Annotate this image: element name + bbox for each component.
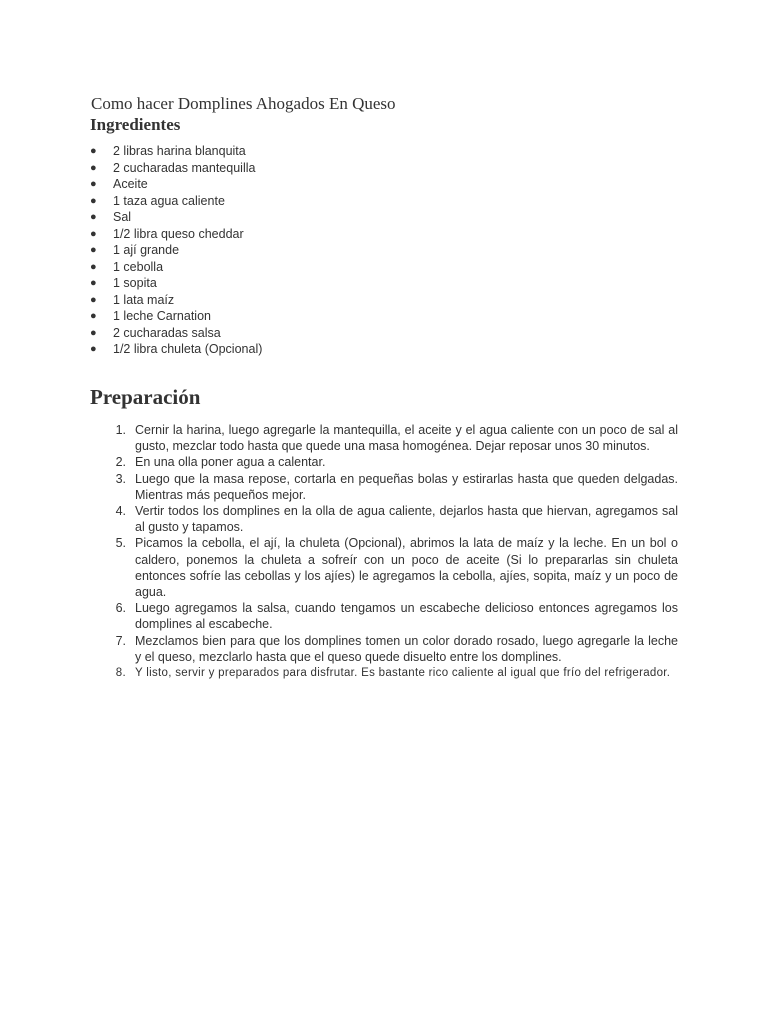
step-number: 6. [115, 601, 126, 616]
ingredients-list [90, 143, 262, 358]
ingredient-text: 1 lata maíz [113, 292, 175, 307]
bullet-icon: ● [90, 178, 97, 190]
step-text: Luego que la masa repose, cortarla en pequeñas bolas y estirarlas hasta que queden delgadas. Mientras más pequeños mejor. [135, 471, 678, 502]
step-text: Cernir la harina, luego agregarle la mantequilla, el aceite y el agua caliente con un poco de sal al gusto, mezclar todo hasta que quede una masa homogénea. Dejar reposar unos 30 minutos. [135, 423, 678, 454]
bullet-icon: ● [90, 194, 97, 207]
list-item [90, 143, 262, 160]
step-text: Picamos la cebolla, el ají, la chuleta (Opcional), abrimos la lata de maíz y la leche. En un bol o caldero, ponemos la chuleta a sofreír con un poco de aceite (Si lo prepararlas sin chuleta entonces sofríe las cebollas y los ajíes) le agregamos la cebolla, ajíes, sopita, maíz y un poco de agua. [135, 536, 678, 600]
ingredient-text: 2 libras harina blanquita [113, 144, 246, 158]
step-item [112, 600, 678, 632]
step-text: Vertir todos los domplines en la olla de agua caliente, dejarlos hasta que hiervan, agregamos sal al gusto y tapamos. [135, 504, 678, 535]
ingredient-text: 1 ají grande [113, 243, 180, 257]
list-item [90, 275, 262, 292]
step-item [112, 633, 678, 665]
ingredient-text: 1 leche Carnation [113, 309, 211, 323]
bullet-icon: ● [90, 310, 97, 322]
ingredient-text: 1/2 libra queso cheddar [113, 226, 244, 241]
list-item [90, 242, 262, 259]
bullet-icon: ● [90, 227, 97, 240]
bullet-icon: ● [90, 326, 97, 339]
step-text: Y listo, servir y preparados para disfrutar. Es bastante rico caliente al igual que frío del refrigerador. [135, 667, 671, 680]
preparation-steps [112, 422, 678, 681]
bullet-icon: ● [90, 211, 97, 223]
step-text: Luego agregamos la salsa, cuando tengamos un escabeche delicioso entonces agregamos los domplines al escabeche. [135, 601, 678, 632]
step-item [112, 471, 678, 503]
step-number: 5. [115, 536, 126, 551]
list-item [90, 308, 262, 325]
step-number: 2. [115, 455, 126, 470]
bullet-icon: ● [90, 277, 97, 289]
ingredients-heading: Ingredientes [90, 115, 181, 134]
step-number: 4. [115, 504, 126, 519]
document-title: Como hacer Domplines Ahogados En Queso [91, 94, 396, 113]
step-text: Mezclamos bien para que los domplines tomen un color dorado rosado, luego agregarle la leche y el queso, mezclarlo hasta que el queso quede disuelto entre los domplines. [135, 633, 678, 664]
list-item [90, 176, 262, 193]
step-item [112, 535, 678, 600]
ingredient-text: 1 taza agua caliente [113, 193, 225, 208]
list-item [90, 226, 262, 243]
list-item [90, 160, 262, 177]
ingredient-text: 2 cucharadas salsa [113, 325, 221, 340]
bullet-icon: ● [90, 244, 97, 256]
list-item [90, 325, 262, 342]
step-text: En una olla poner agua a calentar. [135, 455, 326, 470]
ingredient-text: 1 cebolla [113, 259, 164, 274]
step-item [112, 422, 678, 454]
step-item [112, 665, 678, 681]
ingredient-text: Aceite [113, 177, 148, 191]
step-item [112, 503, 678, 535]
step-item [112, 454, 678, 470]
ingredient-text: 1 sopita [113, 276, 157, 290]
bullet-icon: ● [90, 161, 97, 174]
step-number: 7. [115, 633, 126, 648]
bullet-icon: ● [90, 293, 97, 306]
bullet-icon: ● [90, 260, 97, 273]
list-item [90, 341, 262, 358]
step-number: 1. [115, 423, 126, 437]
preparation-heading: Preparación [90, 385, 201, 409]
step-number: 8. [115, 667, 126, 680]
bullet-icon: ● [90, 343, 97, 355]
list-item [90, 259, 262, 276]
step-number: 3. [115, 471, 126, 486]
bullet-icon: ● [90, 145, 97, 157]
ingredient-text: Sal [113, 210, 132, 224]
list-item [90, 209, 262, 226]
ingredient-text: 2 cucharadas mantequilla [113, 160, 256, 175]
ingredient-text: 1/2 libra chuleta (Opcional) [113, 342, 263, 356]
list-item [90, 292, 262, 309]
list-item [90, 193, 262, 210]
